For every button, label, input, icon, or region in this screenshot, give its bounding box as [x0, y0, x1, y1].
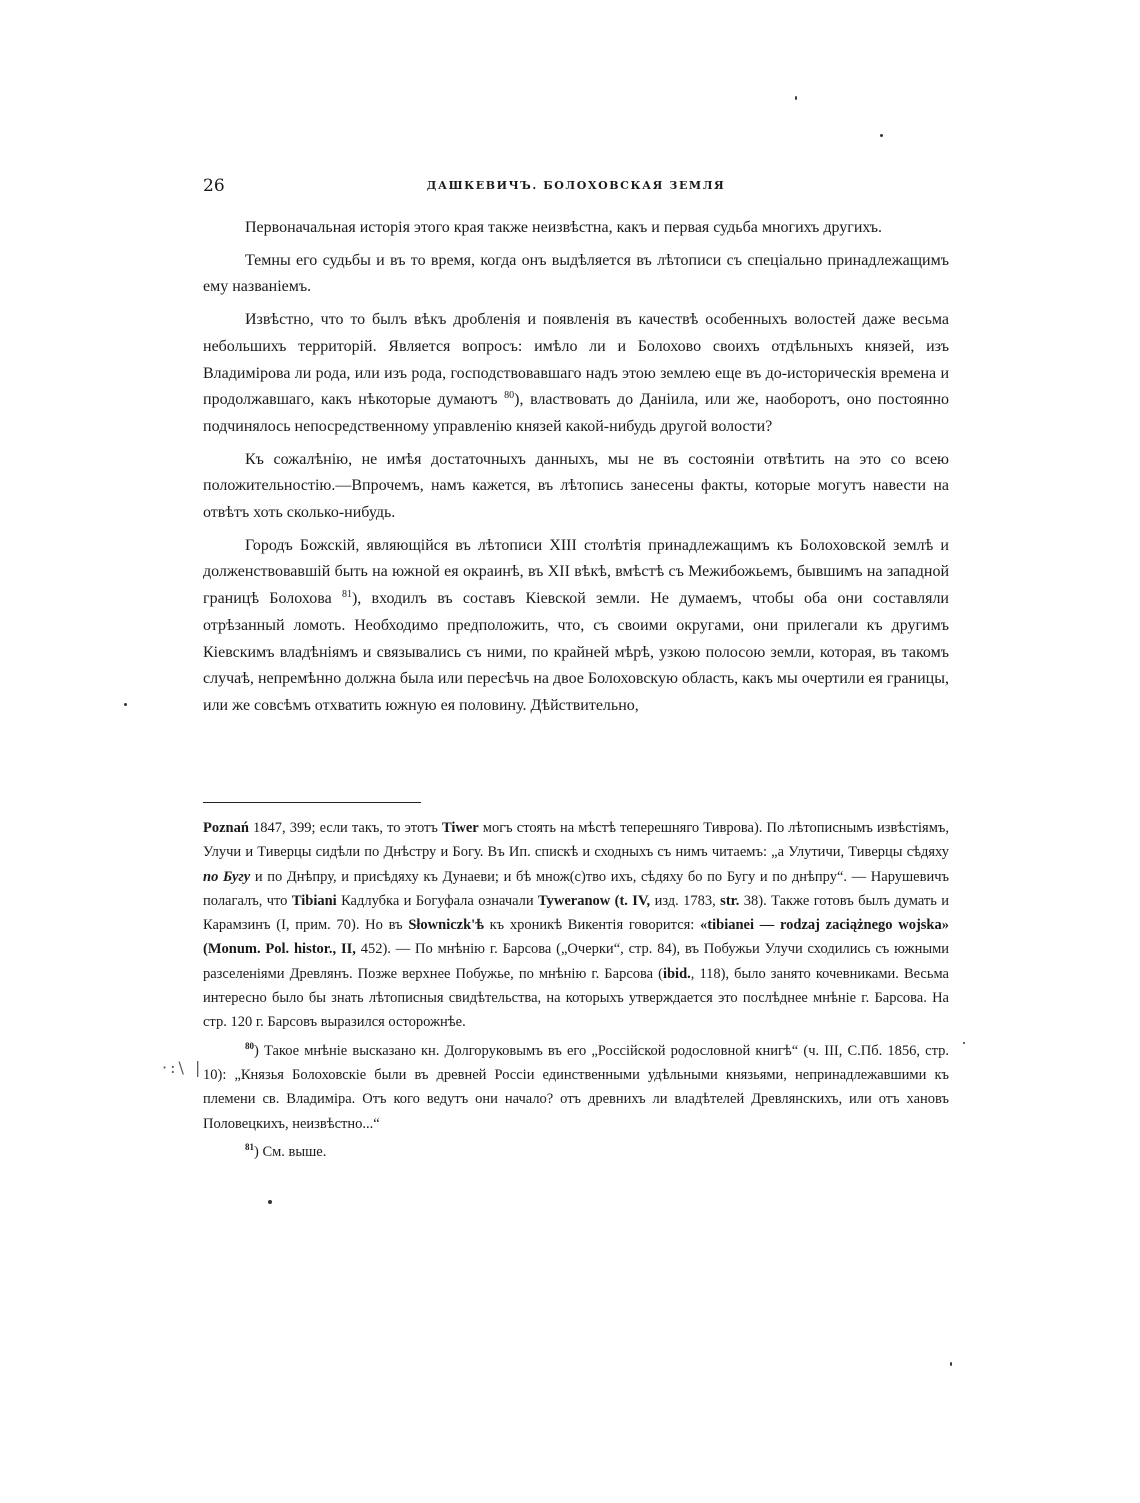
page-header [203, 176, 949, 200]
paragraph-5-text-b: ), входилъ въ составъ Кіевской земли. Не думаемъ, чтобы оба они составляли отрѣзанный ломоть. Необходимо предположить, что, съ своими округами, они прилегали къ другимъ Кіевскимъ владѣніямъ и связывались съ ними, по крайней мѣрѣ, узкою полосою земли, которая, въ такомъ случаѣ, непремѣнно должна была или пересѣчь на двое Болоховскую область, какъ мы очертили ея границы, или же совсѣмъ отхватить южную ея половину. Дѣйствительно, [203, 590, 949, 714]
footnote-81-mark: 81 [245, 1141, 254, 1152]
fn-text: къ хроникѣ Викентія говорится: [483, 917, 701, 934]
fn-text: по Бугу [203, 868, 251, 885]
scan-speck [124, 703, 127, 706]
fn-text: Słowniczk'ѣ [408, 917, 484, 934]
paragraph-2: Темны его судьбы и въ то время, когда онъ выдѣляется въ лѣтописи съ спеціально принадлежащимъ ему названіемъ. [203, 251, 949, 296]
fn-text: могъ стоять на мѣстѣ теперешняго Тиврова). По лѣтописнымъ извѣстіямъ, Улучи и Тиверцы сидѣли по Днѣстру и Богу. Въ Ип. спискѣ и сходныхъ съ нимъ читаемъ: „а Улутичи, Тиверцы сѣдяху [203, 820, 949, 861]
scan-speck [268, 1200, 272, 1204]
footnote-separator [203, 802, 421, 803]
fn-text: 1847, 399; если такъ, то этотъ [248, 820, 442, 836]
footnote-80 [203, 1039, 949, 1136]
fn-text: Poznań [203, 820, 249, 836]
fn-text: и по Днѣпру, и присѣдяху къ Дунаеви; и бѣ множ(с)тво ихъ, сѣдяху бо по Бугу и по днѣпру“. — Нарушевичъ полагалъ, что [203, 868, 950, 909]
footnote-ref-81[interactable]: 81 [341, 589, 352, 601]
paragraph-3-text-b: ), властвовать до Даніила, или же, наоборотъ, оно постоянно подчинялось непосредственному управленію князей какой-нибудь другой волости? [203, 391, 950, 435]
page-number: 26 [203, 176, 225, 196]
fn-text: 452). — По мнѣнію г. Барсова („Очерки“, стр. 84), въ Побужьи Улучи сходились съ южными разселеніями Древлянъ. Позже верхнее Побужье, по мнѣнію г. Барсова ( [203, 941, 950, 982]
main-text [203, 215, 949, 720]
fn-text: , 118), было занято кочевниками. Весьма интересно было бы знать лѣтописныя свидѣтельства, на которыхъ утверждается это послѣднее мнѣніе г. Барсова. На стр. 120 г. Барсовъ выразился осторожнѣе. [203, 965, 949, 1031]
margin-pencil-mark: ·:\ | [162, 1058, 204, 1077]
footnote-80-text: ) Такое мнѣніе высказано кн. Долгоруковымъ въ его „Россійской родословной книгѣ“ (ч. III, С.Пб. 1856, стр. 10): „Князья Болоховскіе были въ древней Россіи единственными удѣльными князьями, непринадлежавшими къ племени св. Владиміра. Отъ кого ведутъ они начало? отъ древнихъ ли владѣтелей Древлянскихъ, или отъ хановъ Половецкихъ, неизвѣстно...“ [203, 1042, 949, 1132]
footnote-81 [203, 1140, 949, 1164]
paragraph-1: Первоначальная исторія этого края также неизвѣстна, какъ и первая судьба многихъ другихъ. [245, 219, 883, 236]
fn-text: str. [720, 892, 740, 909]
fn-text: Tyweranow (t. IV, [538, 892, 651, 909]
fn-text: Tiwer [441, 820, 479, 836]
footnote-ref-80[interactable]: 80 [504, 390, 515, 402]
scan-speck [795, 96, 797, 100]
paragraph-3-text-a: Извѣстно, что то былъ вѣкъ дробленія и появленія въ качествѣ особенныхъ волостей даже весьма небольшихъ территорій. Является вопросъ: имѣло ли и Болохово своихъ отдѣльныхъ князей, изъ Владимірова ли рода, или изъ рода, господствовавшаго надъ этою землею еще въ до-историческія времена и продолжавшаго, какъ нѣкоторые думаютъ [203, 311, 949, 409]
fn-text: Tibiani [291, 892, 337, 909]
paragraph-3 [203, 307, 949, 441]
footnote-continuation [203, 816, 949, 1035]
fn-text: Кадлубка и Богуфала означали [336, 892, 539, 909]
scan-speck [963, 1042, 965, 1044]
paragraph-5-text-a: Городъ Божскій, являющійся въ лѣтописи XIII столѣтія принадлежащимъ къ Болоховской землѣ и долженствовавшій быть на южной ея окраинѣ, въ XII вѣкѣ, вмѣстѣ съ Межибожьемъ, бывшимъ на западной границѣ Болохова [203, 536, 949, 608]
paragraph-5 [203, 533, 949, 720]
scan-speck [950, 1362, 952, 1366]
fn-text: «tibianei — rodzaj zaciążnego wojska» (Monum. Pol. histor., II, [203, 917, 949, 958]
footnote-80-mark: 80 [245, 1040, 254, 1051]
paragraph-4: Къ сожалѣнію, не имѣя достаточныхъ данныхъ, мы не въ состояніи отвѣтить на это со всею положительностію.—Впрочемъ, намъ кажется, въ лѣтопись занесены факты, которые могутъ навести на отвѣтъ хоть сколько-нибудь. [203, 450, 949, 522]
fn-text: изд. 1783, [650, 892, 721, 909]
footnotes [203, 816, 949, 1164]
fn-text: 38). Также готовъ былъ думать и Карамзинъ (I, прим. 70). Но въ [203, 892, 949, 934]
running-title: ДАШКЕВИЧЪ. БОЛОХОВСКАЯ ЗЕМЛЯ [426, 179, 726, 192]
fn-text: ibid. [662, 965, 691, 982]
footnote-81-text: ) См. выше. [254, 1143, 327, 1160]
scan-speck [880, 134, 883, 137]
